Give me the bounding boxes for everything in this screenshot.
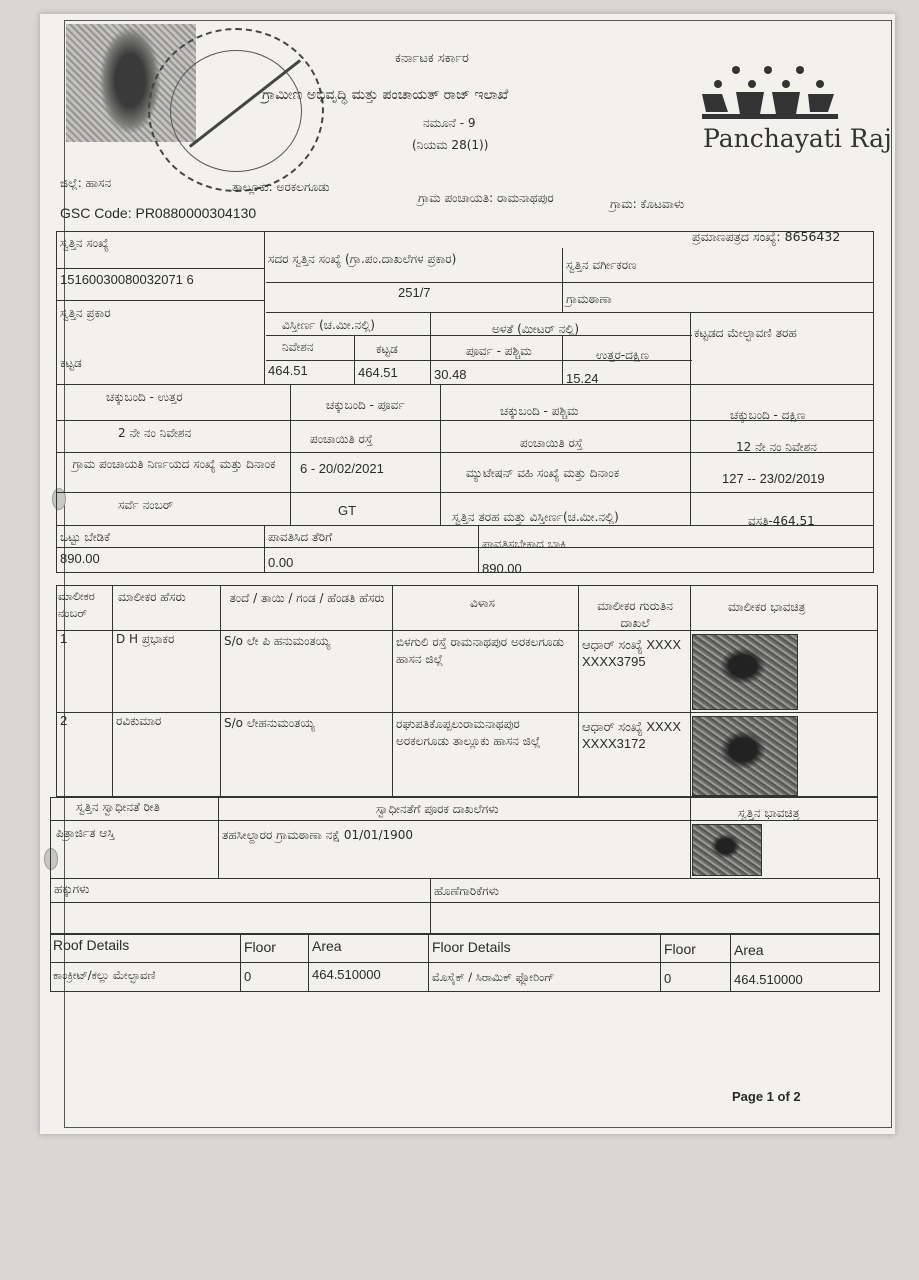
rule-reference: (ನಿಯಮ 28(1)) [412, 138, 489, 152]
resolution-label: ಗ್ರಾಮ ಪಂಚಾಯತಿ ನಿರ್ಣಯದ ಸಂಖ್ಯೆ ಮತ್ತು ದಿನಾಂಕ [72, 457, 276, 471]
owner-2-relation: S/o ಲೇಹನುಮಂತಯ್ಯ [224, 716, 315, 730]
owner-1-name: D H ಪ್ರಭಾಕರ [116, 632, 175, 646]
rights-label: ಹಕ್ಕುಗಳು [54, 882, 90, 896]
property-type-extent-value: ವಸತಿ-464.51 [748, 514, 815, 528]
survey-number-label: ಸರ್ವೆ ನಂಬರ್ [118, 498, 173, 512]
owner-2-id: ಆಧಾರ್ ಸಂಖ್ಯೆ XXXXXXXX3172 [582, 719, 682, 751]
logo-text: Panchayati Raj [703, 124, 892, 153]
owner-1-id: ಆಧಾರ್ ಸಂಖ್ಯೆ XXXXXXXX3795 [582, 637, 682, 669]
boundary-south-label: ಚಕ್ಕುಬಂದಿ - ದಕ್ಷಿಣ [730, 408, 806, 422]
village-label: ಗ್ರಾಮ: ಕೊಟವಾಳು [610, 197, 685, 211]
east-west-value: 30.48 [434, 367, 467, 382]
construction-type-label: ಕಟ್ಟಡದ ಮೇಲ್ಛಾವಣಿ ತರಹ [694, 326, 797, 340]
owner-2-address: ರಘುಪತಿಕೊಪ್ಪಲುರಾಮನಾಥಪುರ ಅರಕಲಗೂಡು ತಾಲ್ಲೂಕು ಹಾಸನ ಜಿಲ್ಲೆ [396, 717, 541, 748]
floor-floor-value: 0 [664, 971, 672, 986]
survey-number-value: GT [338, 503, 357, 518]
address-header: ವಿಳಾಸ [470, 596, 495, 610]
classification-label: ಸ್ವತ್ತಿನ ವರ್ಗೀಕರಣ [566, 258, 637, 272]
gsc-code: GSC Code: PR0880000304130 [60, 205, 257, 221]
roof-type-value: ಕಾಂಕ್ರೀಟ್/ಕಲ್ಲು ಮೇಲ್ಛಾವಣಿ [53, 968, 156, 982]
taluk-label: ತಾಲ್ಲೂಕು: ಅರಕಲಗೂಡು [232, 180, 330, 194]
form-number: ನಮೂನೆ - 9 [423, 116, 476, 130]
floor-area-value: 464.510000 [734, 972, 803, 987]
paid-tax-label: ಪಾವತಿಸಿದ ತೆರಿಗೆ [268, 530, 333, 544]
total-demand-value: 890.00 [60, 551, 100, 566]
property-photo-label: ಸ್ವತ್ತಿನ ಭಾವಚಿತ್ರ [738, 806, 800, 820]
boundary-north-label: ಚಕ್ಕುಬಂದಿ - ಉತ್ತರ [106, 390, 183, 404]
roof-floor-header: Floor [244, 939, 276, 955]
owner-no-header: ಮಾಲೀಕರ ನಂಬರ್ [58, 589, 95, 620]
panchayati-raj-logo-icon [700, 64, 840, 122]
floor-details-header: Floor Details [432, 939, 511, 955]
roof-area-value: 464.510000 [312, 967, 381, 982]
ownership-docs-value: ತಹಸೀಲ್ದಾರರ ಗ್ರಾಮಠಾಣಾ ನಕ್ಷೆ 01/01/1900 [222, 828, 414, 842]
owner-2-number: 2 [60, 713, 68, 728]
site-label: ನಿವೇಶನ [282, 340, 314, 354]
sadar-property-number-label: ಸದರ ಸ್ವತ್ತಿನ ಸಂಖ್ಯೆ (ಗ್ರಾ.ಪಂ.ದಾಖಲೆಗಳ ಪ್ರಕಾರ) [268, 252, 457, 266]
classification-value: ಗ್ರಾಮಠಾಣಾ [566, 292, 612, 306]
north-south-label: ಉತ್ತರ-ದಕ್ಷಿಣ [596, 348, 649, 362]
property-type-extent-label: ಸ್ವತ್ತಿನ ತರಹ ಮತ್ತು ವಿಸ್ತೀರ್ಣ(ಚ.ಮೀ.ನಲ್ಲಿ) [452, 510, 619, 524]
owner-1-number: 1 [60, 631, 68, 646]
government-name: ಕರ್ನಾಟಕ ಸರ್ಕಾರ [395, 51, 469, 66]
owner-id-header: ಮಾಲೀಕರ ಗುರುತಿನ ದಾಖಲೆ [597, 599, 673, 630]
property-number-value: 15160030080032071 6 [60, 272, 194, 287]
dimension-label: ಅಳತೆ (ಮೀಟರ್ ನಲ್ಲಿ) [492, 322, 580, 336]
boundary-north-value: 2 ನೇ ನಂ ನಿವೇಶನ [118, 426, 192, 440]
page-number: Page 1 of 2 [732, 1089, 801, 1104]
floor-type-value: ಮೊಸೈಕ್ / ಸಿರಾಮಿಕ್ ಫ್ಲೋರಿಂಗ್ [432, 970, 555, 984]
building-extent-value: 464.51 [358, 365, 398, 380]
boundary-west-label: ಚಕ್ಕುಬಂದಿ - ಪಶ್ಚಿಮ [500, 404, 579, 418]
floor-area-header: Area [734, 942, 764, 958]
owner-1-photo [692, 634, 798, 710]
boundary-east-value: ಪಂಚಾಯಿತಿ ರಸ್ತೆ [310, 432, 373, 446]
balance-due-label: ಪಾವತಿಸಬೇಕಾದ ಬಾಕಿ [482, 537, 566, 551]
resolution-value: 6 - 20/02/2021 [300, 461, 384, 476]
building-label: ಕಟ್ಟಡ [376, 342, 398, 356]
roof-floor-value: 0 [244, 969, 252, 984]
site-extent-value: 464.51 [268, 363, 308, 378]
paid-tax-value: 0.00 [268, 555, 294, 570]
extent-label: ವಿಸ್ತೀರ್ಣ (ಚ.ಮೀ.ನಲ್ಲಿ) [282, 318, 375, 332]
property-photo [692, 824, 762, 876]
liabilities-label: ಹೊಣೆಗಾರಿಕೆಗಳು [434, 884, 499, 898]
ownership-mode-label: ಸ್ವತ್ತಿನ ಸ್ವಾಧೀನತೆ ರೀತಿ [76, 800, 160, 814]
roof-details-header: Roof Details [53, 937, 130, 953]
total-demand-label: ಒಟ್ಟು ಬೇಡಿಕೆ [60, 530, 110, 544]
department-name: ಗ್ರಾಮೀಣ ಅಭಿವೃದ್ಧಿ ಮತ್ತು ಪಂಚಾಯತ್ ರಾಜ್ ಇಲಾಖೆ [262, 87, 509, 103]
district-label: ಜಿಲ್ಲೆ: ಹಾಸನ [60, 176, 112, 190]
roof-area-header: Area [312, 938, 342, 954]
owner-name-header: ಮಾಲೀಕರ ಹೆಸರು [118, 590, 186, 604]
owner-1-address: ಬಿಳಗುಲಿ ರಸ್ತೆ ರಾಮನಾಥಪುರ ಅರಕಲಗೂಡು ಹಾಸನ ಜಿಲ್ಲೆ [396, 635, 565, 666]
ownership-mode-value: ಪಿತ್ರಾರ್ಜಿತ ಆಸ್ತಿ [56, 826, 115, 840]
owner-photo-header: ಮಾಲೀಕರ ಭಾವಚಿತ್ರ [728, 600, 806, 614]
owner-1-relation: S/o ಲೇ ಪಿ ಹನುಮಂತಯ್ಯ [224, 634, 331, 648]
north-south-value: 15.24 [566, 371, 599, 386]
mutation-value: 127 -- 23/02/2019 [722, 471, 825, 486]
boundary-west-value: ಪಂಚಾಯಿತಿ ರಸ್ತೆ [520, 436, 583, 450]
relation-header: ತಂದೆ / ತಾಯಿ / ಗಂಡ / ಹೆಂಡತಿ ಹೆಸರು [229, 591, 385, 605]
floor-floor-header: Floor [664, 941, 696, 957]
east-west-label: ಪೂರ್ವ - ಪಶ್ಚಿಮ [466, 344, 532, 358]
gram-panchayat-label: ಗ್ರಾಮ ಪಂಚಾಯತಿ: ರಾಮನಾಥಪುರ [418, 191, 554, 205]
boundary-south-value: 12 ನೇ ನಂ ನಿವೇಶನ [736, 440, 817, 454]
boundary-east-label: ಚಕ್ಕುಬಂದಿ - ಪೂರ್ವ [326, 398, 405, 412]
balance-due-value: 890.00 [482, 561, 522, 576]
owner-2-photo [692, 716, 798, 796]
sadar-property-number-value: 251/7 [398, 285, 431, 300]
property-number-label: ಸ್ವತ್ತಿನ ಸಂಖ್ಯೆ [60, 236, 109, 250]
ownership-docs-label: ಸ್ವಾಧೀನತೆಗೆ ಪೂರಕ ದಾಖಲೆಗಳು [376, 802, 499, 816]
property-type-value: ಕಟ್ಟಡ [60, 356, 82, 370]
mutation-label: ಮ್ಯುಟೇಷನ್ ವಹಿ ಸಂಖ್ಯೆ ಮತ್ತು ದಿನಾಂಕ [466, 466, 620, 480]
property-type-label: ಸ್ವತ್ತಿನ ಪ್ರಕಾರ [60, 306, 111, 320]
certificate-number: ಪ್ರಮಾಣಪತ್ರದ ಸಂಖ್ಯೆ: 8656432 [692, 229, 841, 244]
owner-2-name: ರವಿಕುಮಾರ [116, 714, 162, 728]
